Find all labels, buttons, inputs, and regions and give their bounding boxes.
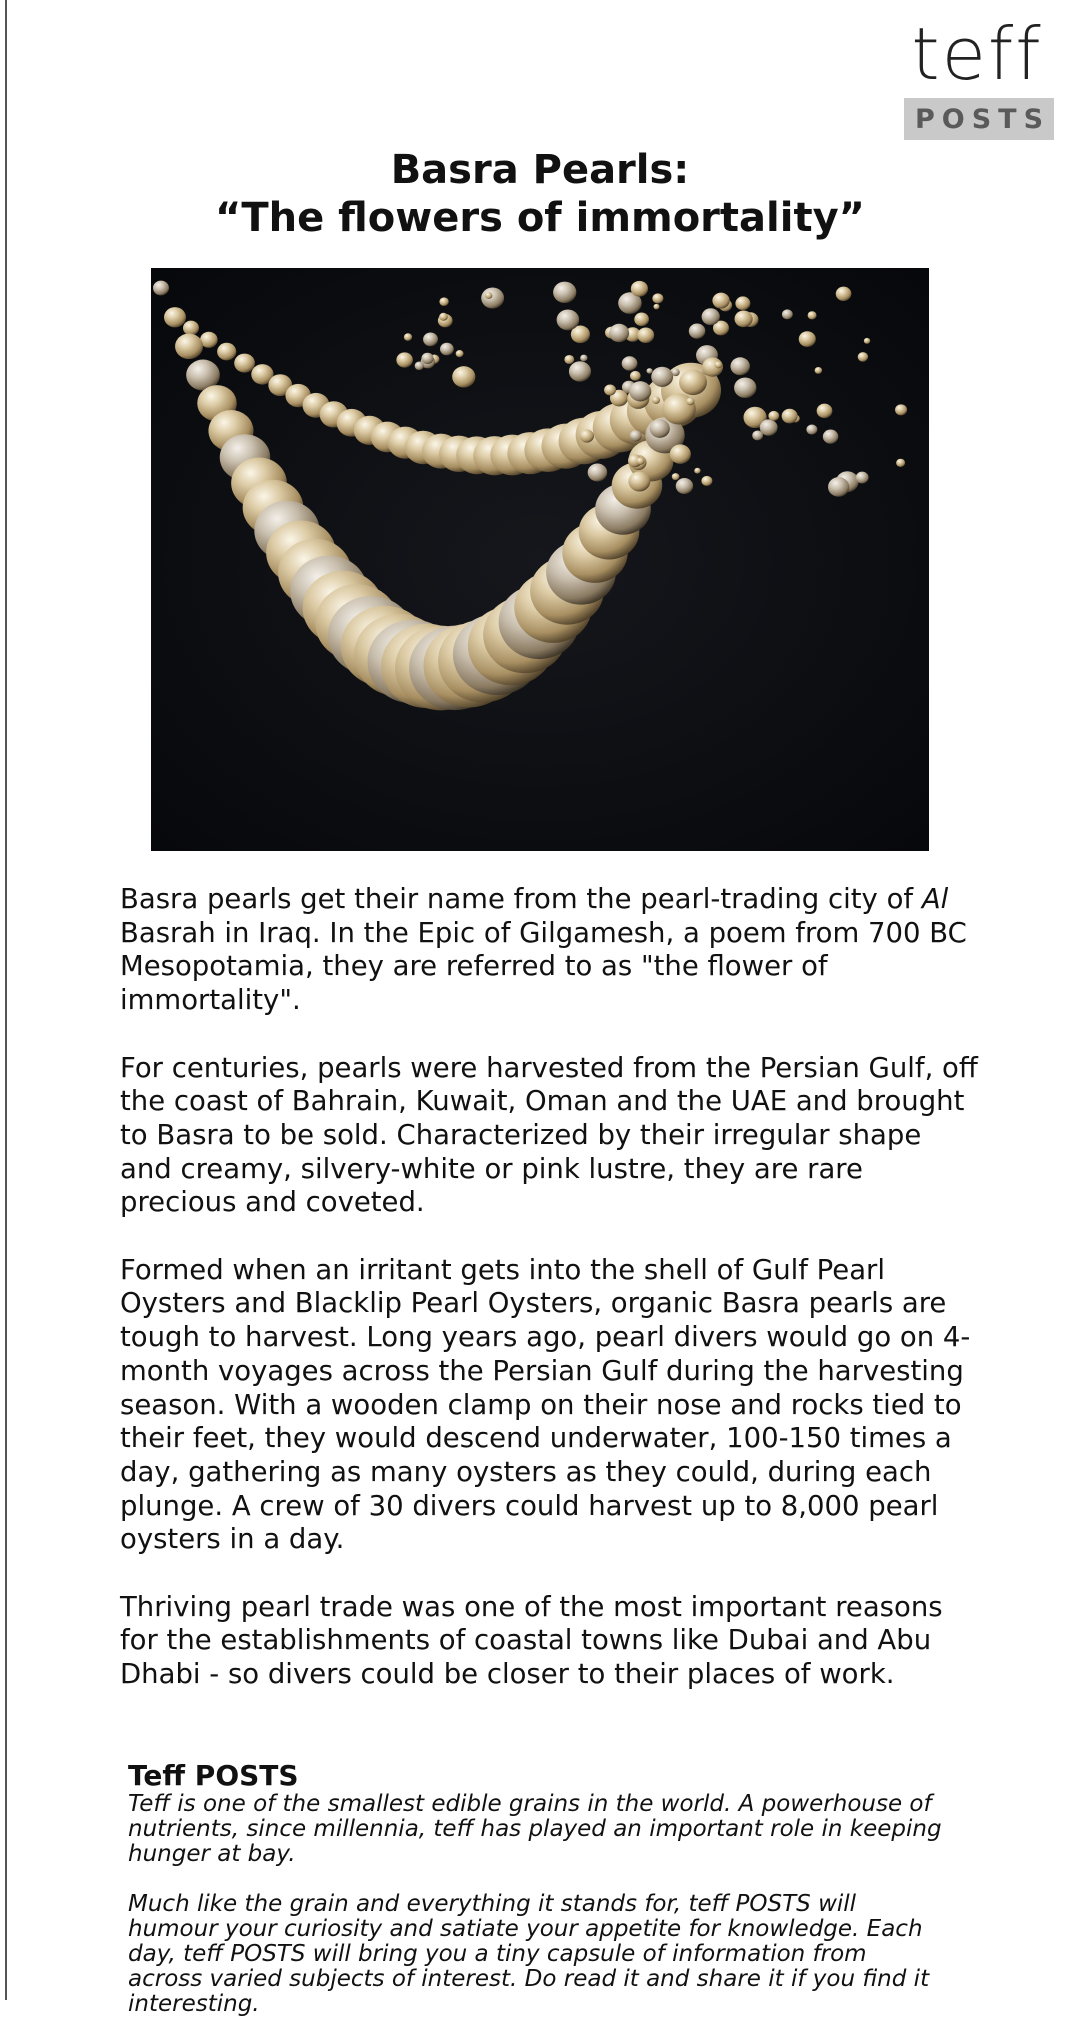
pearl-shape [652, 293, 663, 303]
pearl-shape [701, 476, 712, 486]
pearl-shape [564, 355, 574, 364]
pearl-shape [670, 444, 691, 463]
pearl-shape [689, 323, 706, 338]
pearl-shape [569, 361, 591, 381]
pearl-shape [439, 313, 448, 321]
article-body [120, 883, 980, 1726]
pearl-shape [817, 404, 833, 418]
pearl-shape [702, 308, 720, 325]
pearl-shape [676, 478, 693, 494]
pearl-shape [183, 321, 199, 336]
pearl-shape [653, 304, 659, 310]
pearl-shape [856, 472, 869, 484]
pearl-necklace-photo [151, 268, 929, 851]
pearl-shape [782, 309, 793, 319]
pearl-shape [622, 356, 638, 370]
pearl-shape [439, 297, 448, 306]
pearl-shape [415, 362, 424, 371]
pearl-shape [734, 378, 756, 399]
page-title [150, 146, 930, 242]
pearl-shape [647, 368, 653, 374]
pearl-shape [808, 311, 817, 319]
pearl-shape [421, 353, 433, 364]
pearl-shape [404, 333, 412, 341]
pearl-shape [760, 419, 778, 435]
pearl-shape [735, 296, 750, 310]
pearl-shape [217, 343, 236, 361]
pearl-shape [631, 281, 648, 297]
pearl-shape [768, 411, 779, 421]
pearl-shape [896, 459, 905, 467]
logo-bar [904, 98, 1054, 140]
pearl-shape [234, 354, 255, 373]
pearl-shape [828, 477, 849, 497]
pearl-shape [630, 371, 641, 381]
pearl-shape [629, 381, 651, 401]
pearl-shape [440, 343, 454, 356]
pearl-shape [153, 281, 169, 296]
pearl-shape [423, 332, 438, 346]
pearl-shape [815, 367, 823, 374]
pearl-shape [735, 310, 753, 327]
pearl-shape [580, 429, 594, 442]
pearl-shape [864, 338, 870, 344]
italic-al: Al [921, 883, 949, 915]
pearl-shape [580, 355, 587, 362]
left-border-line [5, 0, 7, 2000]
pearl-shape [799, 331, 816, 347]
pearl-shape [686, 398, 694, 406]
pearl-shape [485, 292, 492, 299]
pearl-shape [712, 293, 729, 309]
pearl-shape [858, 352, 868, 362]
pearl-illustration [151, 268, 929, 851]
logo-word: teff [911, 12, 1043, 96]
pearl-shape [715, 361, 723, 368]
logo-bar-label: POSTS [914, 103, 1051, 135]
pearl-shape [553, 282, 576, 303]
pearl-shape [730, 357, 750, 375]
pearl-shape [806, 425, 817, 435]
pearl-shape [836, 287, 852, 301]
pearl-shape [651, 367, 673, 387]
pearl-shape [652, 396, 660, 403]
pearl-shape [557, 309, 580, 330]
title-line-2: “The flowers of immortality” [215, 195, 865, 241]
pearl-shape [782, 409, 798, 424]
pearl-shape [636, 457, 644, 464]
pearl-shape [630, 430, 642, 441]
pearl-shape [637, 327, 654, 343]
pearl-shape [628, 471, 650, 491]
pearl-shape [452, 366, 475, 387]
paragraph-4: Thriving pearl trade was one of the most important reasons for the establishments of coastal towns like Dubai and Abu Dhabi - so divers could be closer to their places of work. [120, 1590, 943, 1691]
footer-text-1: Teff is one of the smallest edible grains in the world. A powerhouse of nutrients, since millennia, teff has played an important role in keeping hunger at bay. [128, 1791, 942, 1867]
pearl-shape [672, 473, 680, 480]
paragraph-2: For centuries, pearls were harvested from the Persian Gulf, off the coast of Bahrain, Kuwait, Oman and the UAE and brought to Basra to be sold. Characterized by their irregular shape and creamy, silvery-white or pink lustre, they are rare precious and coveted. [120, 1051, 978, 1219]
pearl-shape [650, 419, 670, 438]
teff-posts-logo [902, 12, 1054, 146]
pearl-shape [481, 287, 504, 308]
pearl-shape [456, 350, 464, 357]
pearl-shape [895, 404, 907, 415]
pearl-shape [396, 352, 413, 367]
pearl-shape [604, 384, 616, 395]
paragraph-3: Formed when an irritant gets into the shell of Gulf Pearl Oysters and Blacklip Pearl Oysters, organic Basra pearls are tough to harvest. Long years ago, pearl divers would go on 4-month voyages across the Persian Gulf during the harvesting season. With a wooden clamp on their nose and rocks tied to their feet, they would descend underwater, 100-150 times a day, gathering as many oysters as they could, during each plunge. A crew of 30 divers could harvest up to 8,000 pearl oysters in a day. [120, 1253, 971, 1556]
footer-title: Teff POSTS [128, 1759, 299, 1792]
pearl-shape [679, 369, 707, 395]
pearl-shape [634, 313, 649, 327]
pearl-shape [823, 430, 838, 444]
footer-text-2: Much like the grain and everything it stands for, teff POSTS will humour your curiosity and satiate your appetite for knowledge. Each day, teff POSTS will bring you a tiny capsule of information from across varied subjects of interest. Do read it and share it if you find it interesting. [128, 1891, 930, 2017]
pearl-shape [164, 307, 186, 327]
paragraph-1: Basra pearls get their name from the pearl-trading city of Al Basrah in Iraq. In the Epic of Gilgamesh, a poem from 700 BC Mesopotamia, they are referred to as "the flower of immortality". [120, 883, 967, 1017]
pearl-shape [609, 324, 629, 342]
pearl-shape [175, 333, 203, 359]
pearl-shape [588, 463, 608, 481]
pearl-shape [694, 468, 700, 474]
title-line-1: Basra Pearls: [390, 147, 690, 193]
